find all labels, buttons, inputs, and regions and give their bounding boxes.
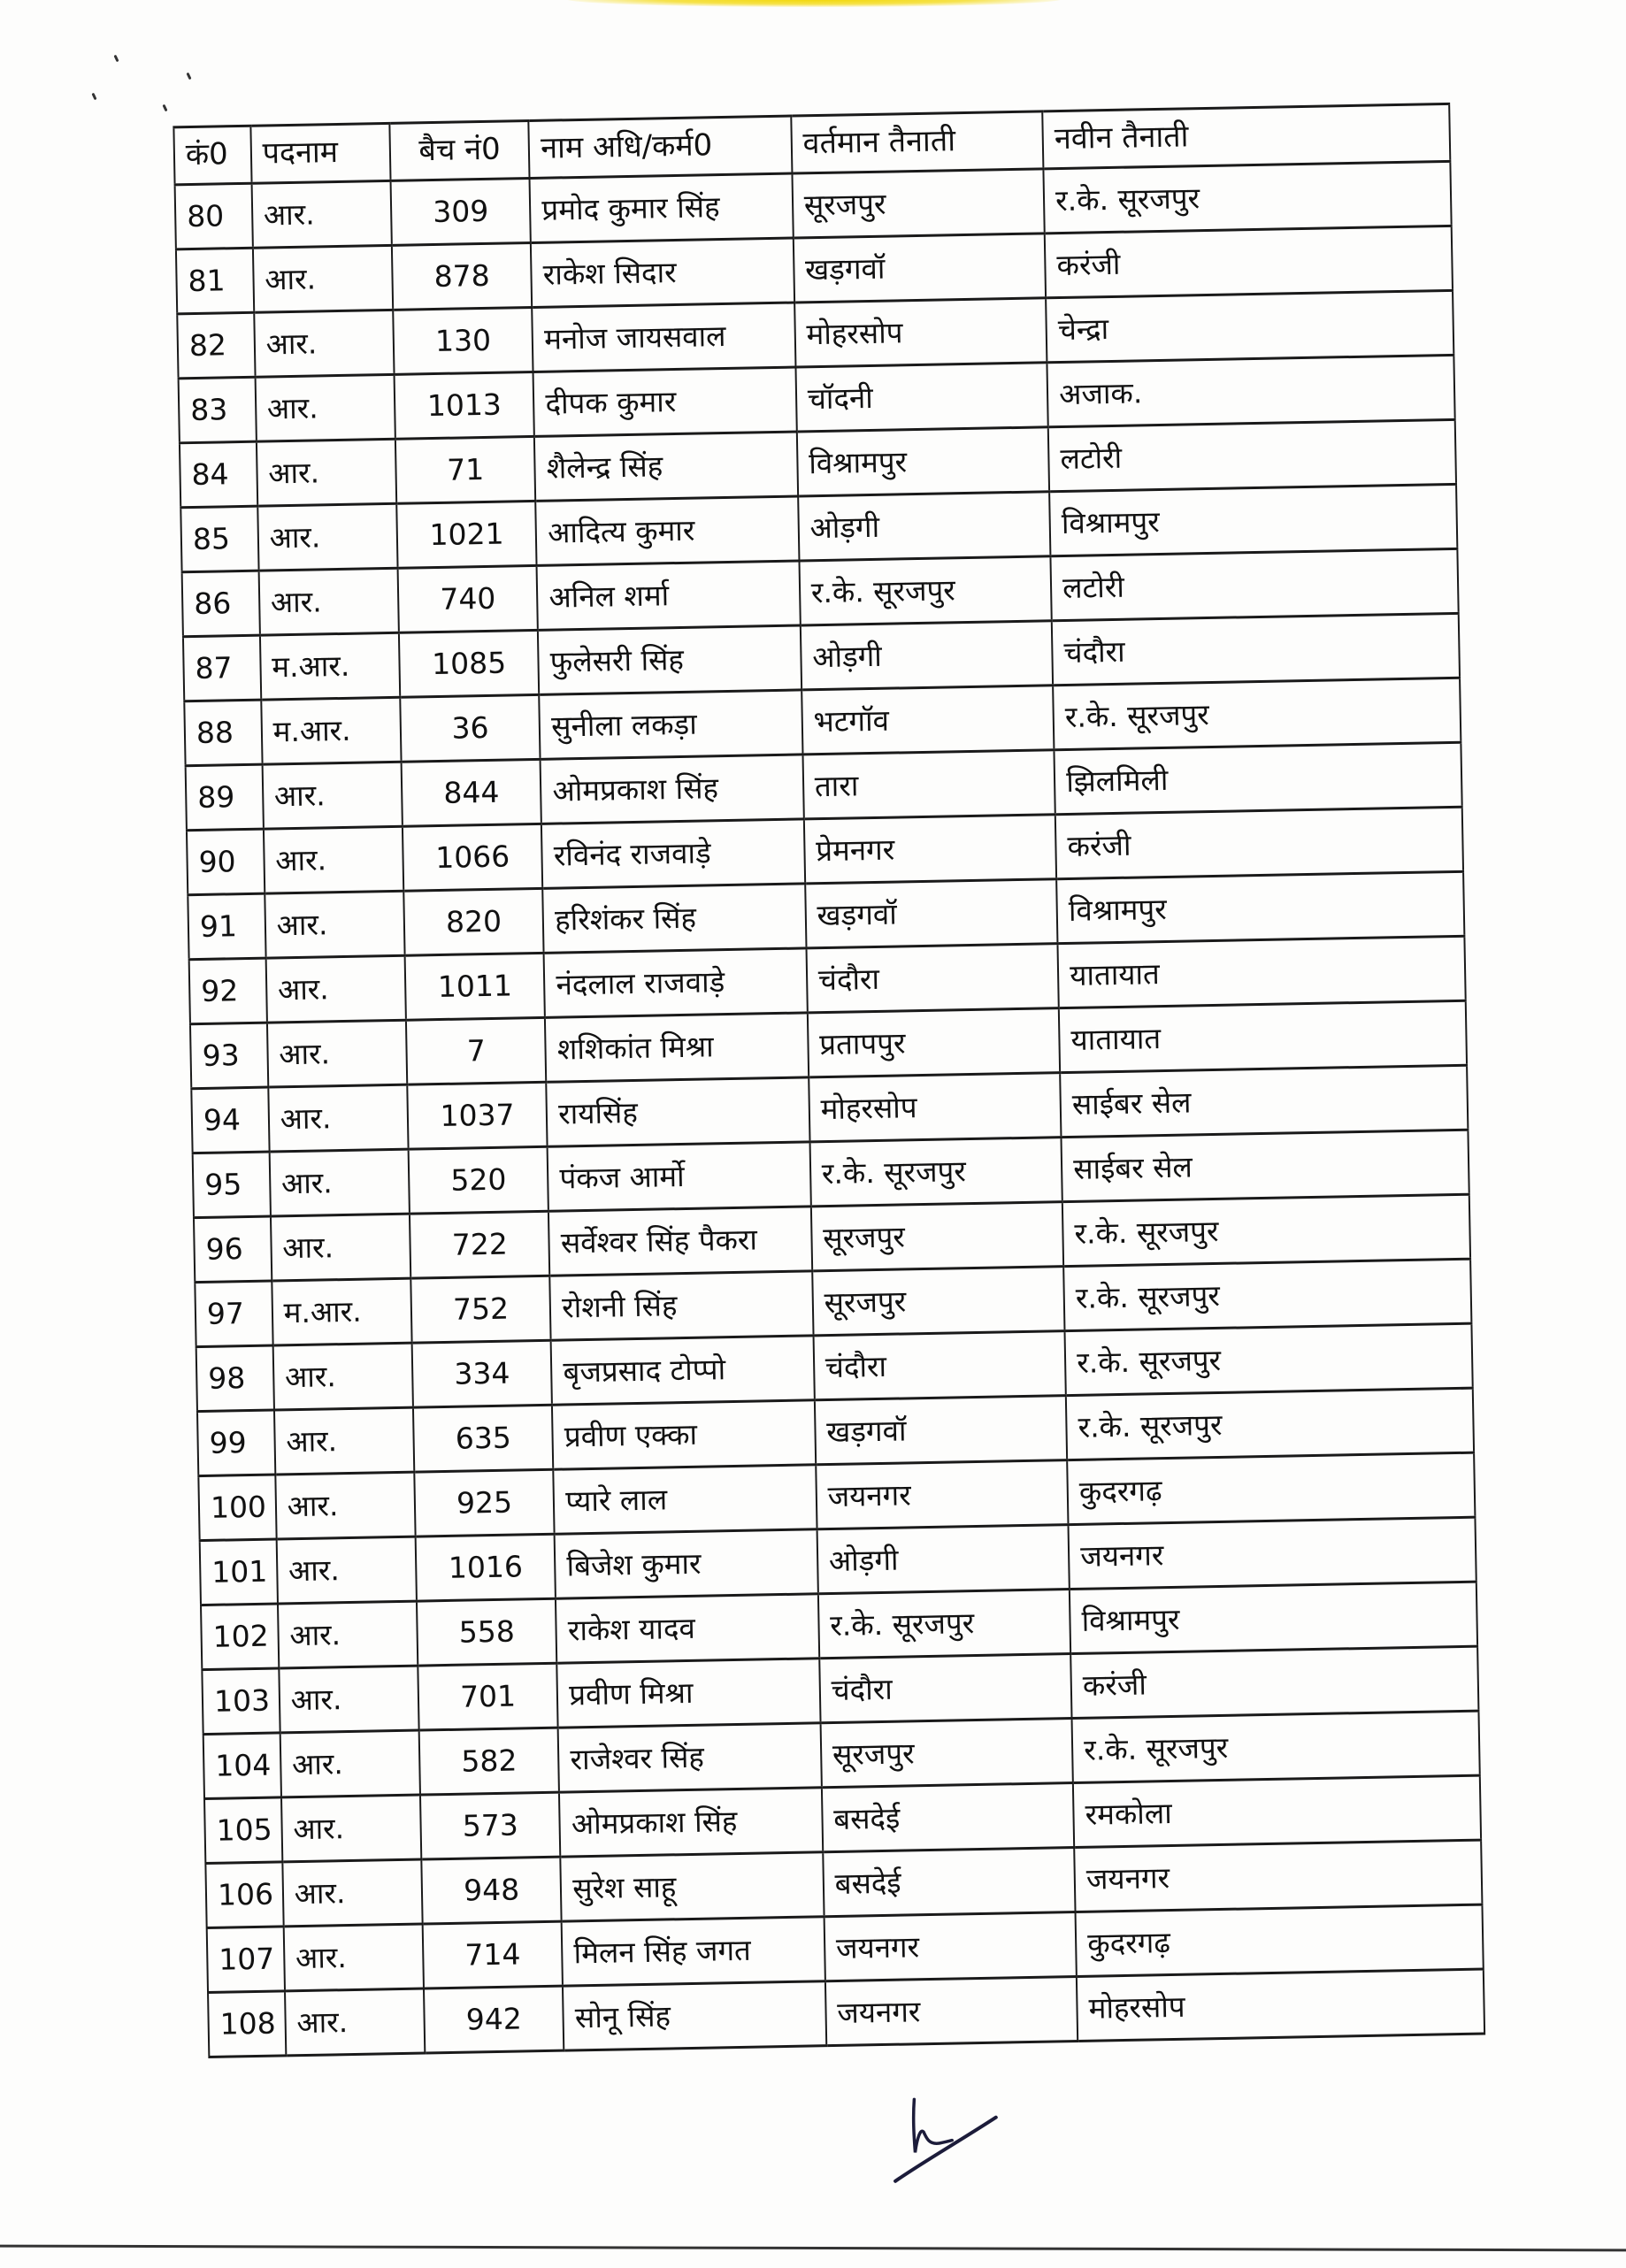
cell-name: अनिल शर्मा	[537, 561, 801, 630]
header-badge-no: बैच नं0	[389, 120, 529, 180]
cell-current-posting: खड़गवॉ	[794, 234, 1047, 303]
cell-sno: 85	[180, 506, 258, 572]
cell-sno: 101	[200, 1539, 278, 1605]
cell-current-posting: तारा	[802, 750, 1055, 819]
cell-badge-no: 740	[398, 565, 539, 632]
cell-sno: 80	[175, 183, 253, 249]
cell-designation: आर.	[253, 245, 394, 312]
cell-name: सर्वेश्वर सिंह पैकरा	[548, 1207, 812, 1276]
cell-sno: 108	[208, 1991, 286, 2057]
cell-name: प्यारे लाल	[554, 1465, 817, 1534]
cell-badge-no: 130	[393, 307, 533, 374]
cell-designation: आर.	[269, 1149, 410, 1216]
cell-name: राकेश यादव	[556, 1594, 819, 1663]
cell-sno: 105	[204, 1797, 282, 1864]
cell-name: रविनंद राजवाड़े	[541, 819, 805, 888]
cell-name: सुरेश साहू	[561, 1852, 825, 1921]
cell-sno: 100	[198, 1475, 276, 1541]
cell-new-posting: विश्रामपुर	[1056, 871, 1464, 943]
cell-sno: 84	[180, 441, 257, 508]
cell-sno: 93	[190, 1023, 268, 1089]
cell-name: शशिकांत मिश्रा	[545, 1013, 809, 1082]
cell-name: बिजेश कुमार	[555, 1529, 818, 1598]
cell-new-posting: कुदरगढ़	[1067, 1452, 1475, 1524]
cell-name: मिलन सिंह जगत	[562, 1917, 825, 1986]
cell-new-posting: र.के. सूरजपुर	[1066, 1388, 1474, 1460]
cell-designation: आर.	[275, 1472, 416, 1539]
cell-current-posting: सूरजपुर	[820, 1719, 1073, 1788]
cell-new-posting: विश्रामपुर	[1070, 1582, 1477, 1653]
cell-new-posting: चंदौरा	[1052, 613, 1460, 685]
cell-sno: 96	[194, 1216, 272, 1283]
cell-sno: 86	[182, 571, 260, 637]
cell-sno: 104	[203, 1733, 281, 1799]
cell-badge-no: 1085	[399, 630, 540, 697]
cell-badge-no: 635	[413, 1405, 554, 1472]
cell-name: रोशनी सिंह	[550, 1271, 814, 1340]
cell-badge-no: 701	[418, 1663, 558, 1730]
cell-designation: आर.	[268, 1084, 409, 1152]
cell-designation: आर.	[276, 1536, 417, 1604]
cell-name: ओमप्रकाश सिंह	[559, 1788, 823, 1857]
cell-new-posting: यातायात	[1059, 1000, 1467, 1072]
cell-badge-no: 1066	[403, 824, 543, 891]
cell-badge-no: 1011	[405, 953, 546, 1020]
cell-new-posting: जयनगर	[1074, 1840, 1482, 1912]
cell-current-posting: प्रेमनगर	[804, 815, 1057, 884]
cell-name: मनोज जायसवाल	[532, 303, 795, 372]
cell-name: सोनू सिंह	[563, 1981, 826, 2050]
cell-badge-no: 1013	[395, 372, 535, 439]
cell-badge-no: 309	[391, 178, 532, 245]
cell-designation: आर.	[265, 955, 406, 1023]
cell-designation: आर.	[282, 1859, 423, 1927]
cell-badge-no: 878	[392, 242, 533, 310]
cell-badge-no: 1016	[416, 1534, 556, 1601]
cell-designation: आर.	[254, 310, 395, 377]
cell-current-posting: विश्रामपुर	[797, 427, 1050, 496]
cell-current-posting: सूरजपुर	[812, 1267, 1065, 1336]
cell-designation: आर.	[278, 1601, 418, 1668]
cell-new-posting: र.के. सूरजपुर	[1072, 1711, 1480, 1782]
cell-current-posting: प्रतापपुर	[808, 1008, 1061, 1077]
cell-designation: म.आर.	[260, 632, 401, 700]
cell-new-posting: करंजी	[1070, 1646, 1478, 1718]
cell-current-posting: चंदौरा	[813, 1331, 1066, 1400]
cell-designation: आर.	[257, 503, 398, 571]
cell-name: फुलेसरी सिंह	[538, 625, 801, 694]
cell-current-posting: चंदौरा	[806, 944, 1059, 1013]
cell-designation: आर.	[280, 1730, 420, 1797]
cell-current-posting: ओड़गी	[817, 1525, 1070, 1594]
cell-new-posting: रमकोला	[1073, 1775, 1481, 1847]
cell-sno: 106	[205, 1862, 283, 1928]
cell-name: आदित्य कुमार	[536, 496, 800, 565]
cell-badge-no: 36	[400, 694, 541, 762]
cell-designation: आर.	[281, 1795, 422, 1862]
cell-new-posting: मोहरसोप	[1077, 1969, 1484, 2041]
cell-name: हरिशंकर सिंह	[543, 884, 807, 953]
cell-designation: आर.	[264, 826, 404, 893]
cell-designation: आर.	[257, 439, 397, 506]
cell-designation: आर.	[272, 1343, 413, 1410]
cell-badge-no: 820	[403, 888, 544, 955]
cell-current-posting: बसदेई	[823, 1848, 1076, 1917]
cell-new-posting: जयनगर	[1069, 1517, 1476, 1589]
cell-name: शैलेन्द्र सिंह	[534, 432, 798, 501]
cell-name: दीपक कुमार	[533, 367, 797, 436]
cell-current-posting: मोहरसोप	[794, 298, 1047, 367]
cell-badge-no: 558	[417, 1598, 557, 1666]
cell-current-posting: खड़गवॉ	[805, 879, 1058, 948]
cell-name: पंकज आर्मो	[548, 1142, 811, 1211]
cell-new-posting: कुदरगढ़	[1076, 1904, 1484, 1976]
cell-sno: 97	[195, 1281, 272, 1347]
cell-badge-no: 714	[423, 1921, 564, 1988]
cell-sno: 95	[193, 1152, 271, 1218]
header-current-posting: वर्तमान तैनाती	[791, 111, 1044, 173]
cell-new-posting: विश्रामपुर	[1049, 484, 1457, 556]
cell-sno: 94	[191, 1087, 269, 1153]
cell-designation: आर.	[265, 891, 405, 958]
cell-current-posting: र.के. सूरजपुर	[818, 1590, 1071, 1659]
cell-current-posting: र.के. सूरजपुर	[809, 1138, 1062, 1207]
cell-sno: 81	[176, 248, 254, 314]
cell-new-posting: अजाक.	[1047, 355, 1455, 426]
cell-sno: 87	[183, 635, 261, 701]
cell-sno: 90	[187, 829, 265, 895]
cell-badge-no: 573	[420, 1792, 561, 1859]
cell-current-posting: र.के. सूरजपुर	[799, 556, 1052, 625]
header-name: नाम अधि/कर्म0	[529, 116, 793, 178]
cell-name: राकेश सिदार	[531, 238, 794, 307]
cell-sno: 91	[188, 893, 265, 960]
cell-sno: 92	[189, 958, 267, 1024]
signature	[889, 2089, 1077, 2190]
signature-stroke	[913, 2099, 952, 2153]
cell-new-posting: झिलमिली	[1055, 742, 1462, 814]
cell-name: नंदलाल राजवाड़े	[544, 948, 808, 1017]
cell-badge-no: 844	[402, 759, 542, 826]
cell-badge-no: 948	[421, 1857, 562, 1924]
signature-underline	[894, 2118, 997, 2181]
cell-name: रायसिंह	[547, 1077, 810, 1146]
cell-new-posting: र.के. सूरजपुर	[1044, 161, 1452, 233]
cell-new-posting: लटोरी	[1051, 548, 1459, 620]
cell-name: प्रवीण मिश्रा	[557, 1659, 821, 1728]
cell-sno: 103	[202, 1668, 280, 1735]
cell-designation: आर.	[279, 1666, 419, 1733]
cell-current-posting: मोहरसोप	[809, 1073, 1062, 1142]
cell-current-posting: चॉदनी	[795, 363, 1048, 432]
cell-badge-no: 752	[410, 1276, 551, 1343]
cell-badge-no: 925	[414, 1469, 555, 1536]
cell-sno: 88	[184, 700, 262, 766]
cell-designation: आर.	[283, 1924, 424, 1991]
cell-badge-no: 1037	[407, 1082, 548, 1149]
cell-badge-no: 520	[409, 1146, 549, 1214]
cell-current-posting: जयनगर	[825, 1977, 1078, 2046]
cell-badge-no: 722	[410, 1211, 550, 1278]
cell-sno: 83	[179, 377, 257, 443]
cell-current-posting: जयनगर	[824, 1912, 1077, 1981]
cell-current-posting: भटगॉव	[801, 686, 1055, 755]
cell-name: प्रमोद कुमार सिंह	[530, 173, 794, 242]
cell-designation: म.आर.	[272, 1278, 412, 1345]
cell-current-posting: ओड़गी	[801, 621, 1054, 690]
cell-designation: आर.	[274, 1407, 415, 1475]
cell-designation: आर.	[271, 1214, 411, 1281]
cell-designation: आर.	[285, 1988, 426, 2056]
header-sno: कं0	[173, 126, 251, 185]
cell-new-posting: यातायात	[1058, 936, 1466, 1008]
cell-new-posting: साईबर सेल	[1060, 1065, 1468, 1137]
cell-designation: आर.	[262, 762, 403, 829]
cell-new-posting: र.के. सूरजपुर	[1063, 1259, 1471, 1330]
cell-badge-no: 942	[424, 1986, 564, 2053]
cell-sno: 102	[201, 1604, 279, 1670]
cell-badge-no: 334	[412, 1340, 553, 1407]
cell-badge-no: 71	[395, 436, 536, 503]
cell-badge-no: 1021	[396, 501, 537, 568]
cell-current-posting: सूरजपुर	[811, 1202, 1064, 1271]
cell-sno: 107	[207, 1927, 285, 1993]
cell-new-posting: लटोरी	[1048, 419, 1456, 491]
cell-designation: आर.	[258, 568, 399, 635]
cell-badge-no: 7	[406, 1017, 547, 1084]
cell-new-posting: करंजी	[1045, 226, 1453, 297]
cell-name: प्रवीण एक्का	[552, 1400, 816, 1469]
cell-name: बृजप्रसाद टोप्पो	[551, 1336, 815, 1405]
cell-designation: आर.	[251, 180, 392, 248]
posting-table	[173, 103, 1485, 2058]
cell-current-posting: चंदौरा	[819, 1654, 1072, 1723]
cell-designation: आर.	[255, 374, 395, 441]
cell-current-posting: ओड़गी	[798, 492, 1051, 561]
cell-sno: 89	[186, 764, 264, 831]
cell-new-posting: करंजी	[1055, 807, 1463, 878]
header-new-posting: नवीन तैनाती	[1042, 103, 1450, 168]
cell-new-posting: र.के. सूरजपुर	[1062, 1194, 1470, 1266]
cell-sno: 98	[196, 1345, 274, 1412]
cell-new-posting: र.के. सूरजपुर	[1065, 1323, 1473, 1395]
cell-sno: 82	[177, 312, 255, 379]
cell-name: ओमप्रकाश सिंह	[541, 755, 804, 824]
cell-new-posting: चेन्द्रा	[1046, 290, 1453, 362]
cell-new-posting: साईबर सेल	[1062, 1130, 1469, 1201]
cell-current-posting: बसदेई	[822, 1783, 1075, 1852]
cell-sno: 99	[197, 1410, 275, 1476]
cell-designation: आर.	[267, 1020, 408, 1087]
cell-badge-no: 582	[419, 1728, 560, 1795]
header-designation: पदनाम	[250, 123, 390, 183]
cell-current-posting: सूरजपुर	[792, 169, 1045, 238]
cell-current-posting: खड़गवॉ	[815, 1396, 1068, 1465]
cell-designation: म.आर.	[261, 697, 402, 764]
cell-new-posting: र.के. सूरजपुर	[1053, 678, 1461, 749]
cell-name: राजेश्वर सिंह	[558, 1723, 822, 1792]
cell-current-posting: जयनगर	[816, 1460, 1069, 1529]
cell-name: सुनीला लकड़ा	[540, 690, 803, 759]
